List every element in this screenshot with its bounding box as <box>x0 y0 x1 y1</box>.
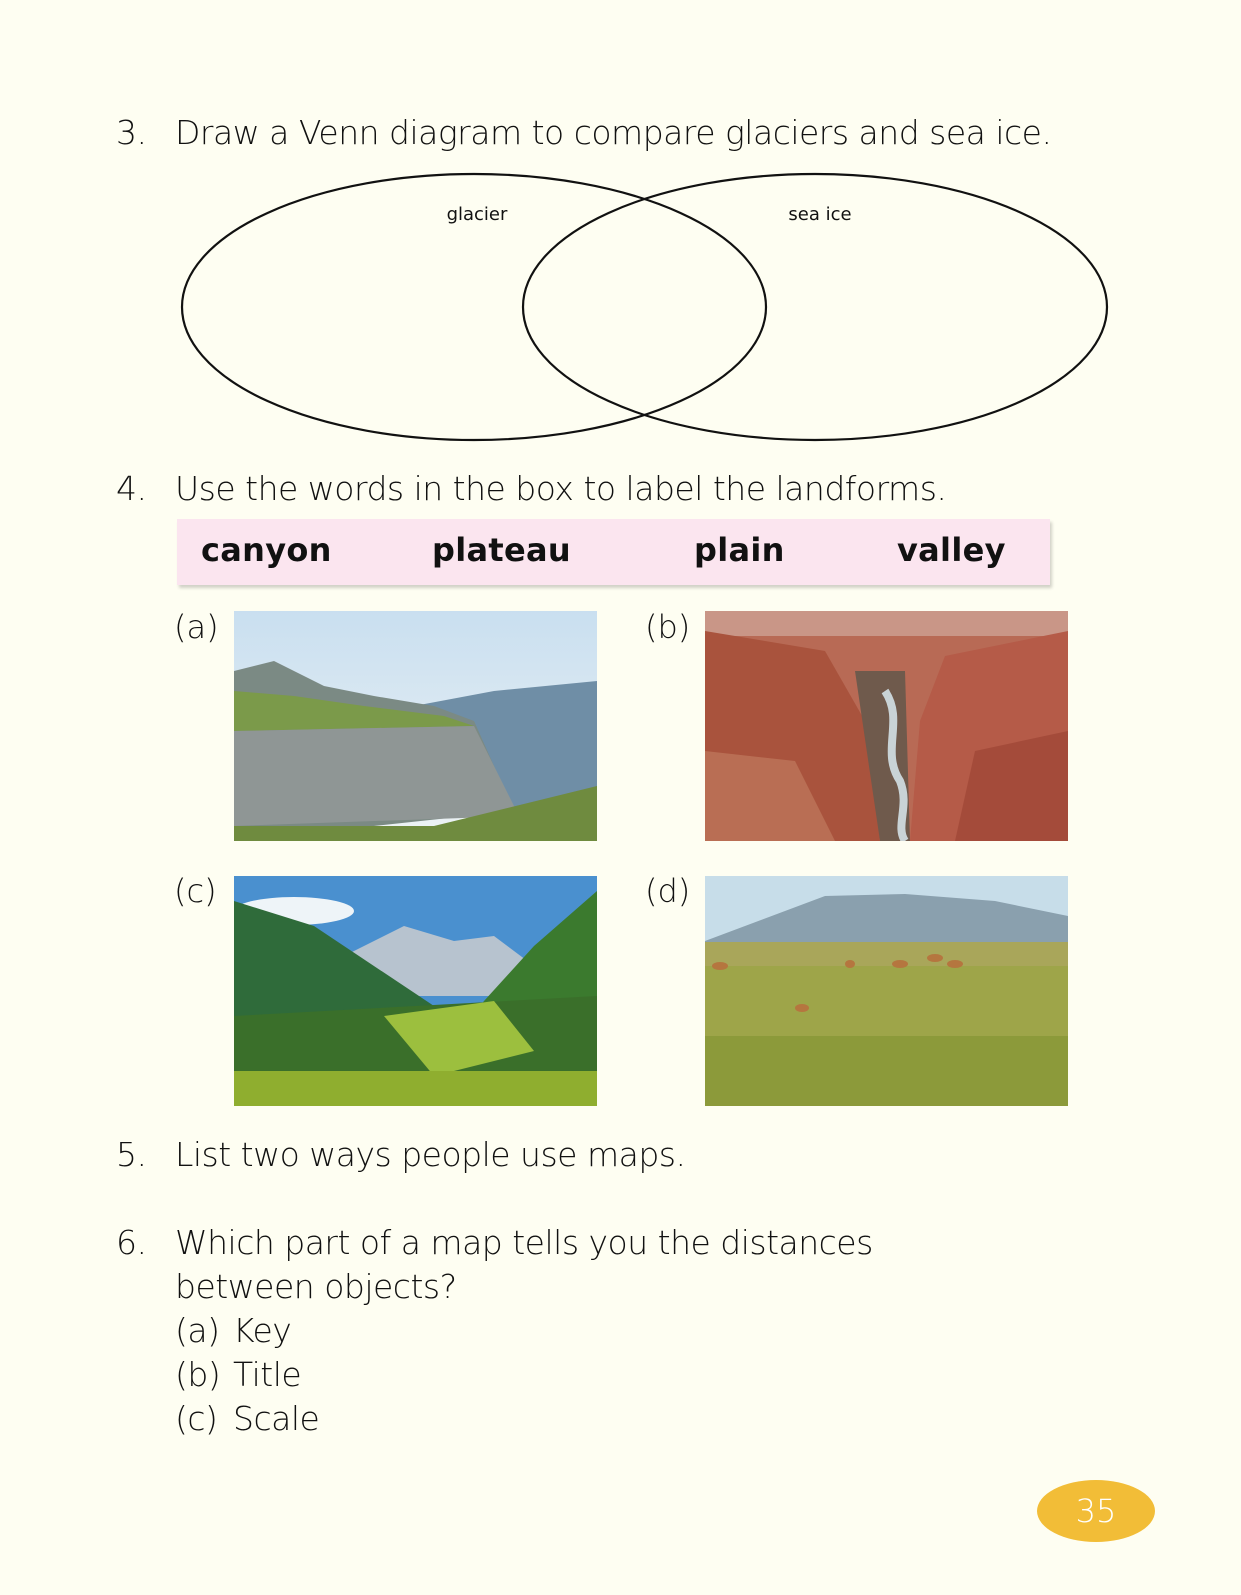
option-letter: (a) <box>175 1311 220 1350</box>
question-number: 5. <box>116 1135 147 1174</box>
option-a <box>175 1309 292 1353</box>
question-text-line2: between objects? <box>175 1267 457 1306</box>
photo-canyon <box>705 611 1068 841</box>
photo-plateau <box>234 611 597 841</box>
page-number-badge: 35 <box>1037 1480 1155 1542</box>
question-text: Use the words in the box to label the landforms. <box>175 469 947 508</box>
photo-label-b: (b) <box>645 608 691 646</box>
word-valley: valley <box>897 531 1006 569</box>
option-letter: (c) <box>175 1399 218 1438</box>
photo-label-a: (a) <box>174 608 219 646</box>
option-text: Title <box>233 1355 302 1394</box>
word-box <box>177 519 1050 585</box>
word-plain: plain <box>694 531 785 569</box>
venn-label-glacier: glacier <box>446 204 508 225</box>
venn-label-sea-ice: sea ice <box>788 204 852 225</box>
question-number: 3. <box>116 113 147 152</box>
option-text: Key <box>233 1311 292 1350</box>
option-c <box>175 1397 320 1441</box>
photo-plain <box>705 876 1068 1106</box>
question-text: Draw a Venn diagram to compare glaciers and sea ice. <box>175 113 1052 152</box>
photo-label-d: (d) <box>645 872 691 910</box>
option-text: Scale <box>233 1399 320 1438</box>
question-text: List two ways people use maps. <box>175 1135 686 1174</box>
option-letter: (b) <box>175 1355 221 1394</box>
word-plateau: plateau <box>432 531 571 569</box>
word-canyon: canyon <box>201 531 332 569</box>
photo-valley <box>234 876 597 1106</box>
question-number: 6. <box>116 1223 147 1262</box>
option-b <box>175 1353 302 1397</box>
question-number: 4. <box>116 469 147 508</box>
question-text-line1: Which part of a map tells you the distances <box>175 1223 873 1262</box>
photo-label-c: (c) <box>174 872 217 910</box>
venn-diagram <box>0 0 1241 460</box>
